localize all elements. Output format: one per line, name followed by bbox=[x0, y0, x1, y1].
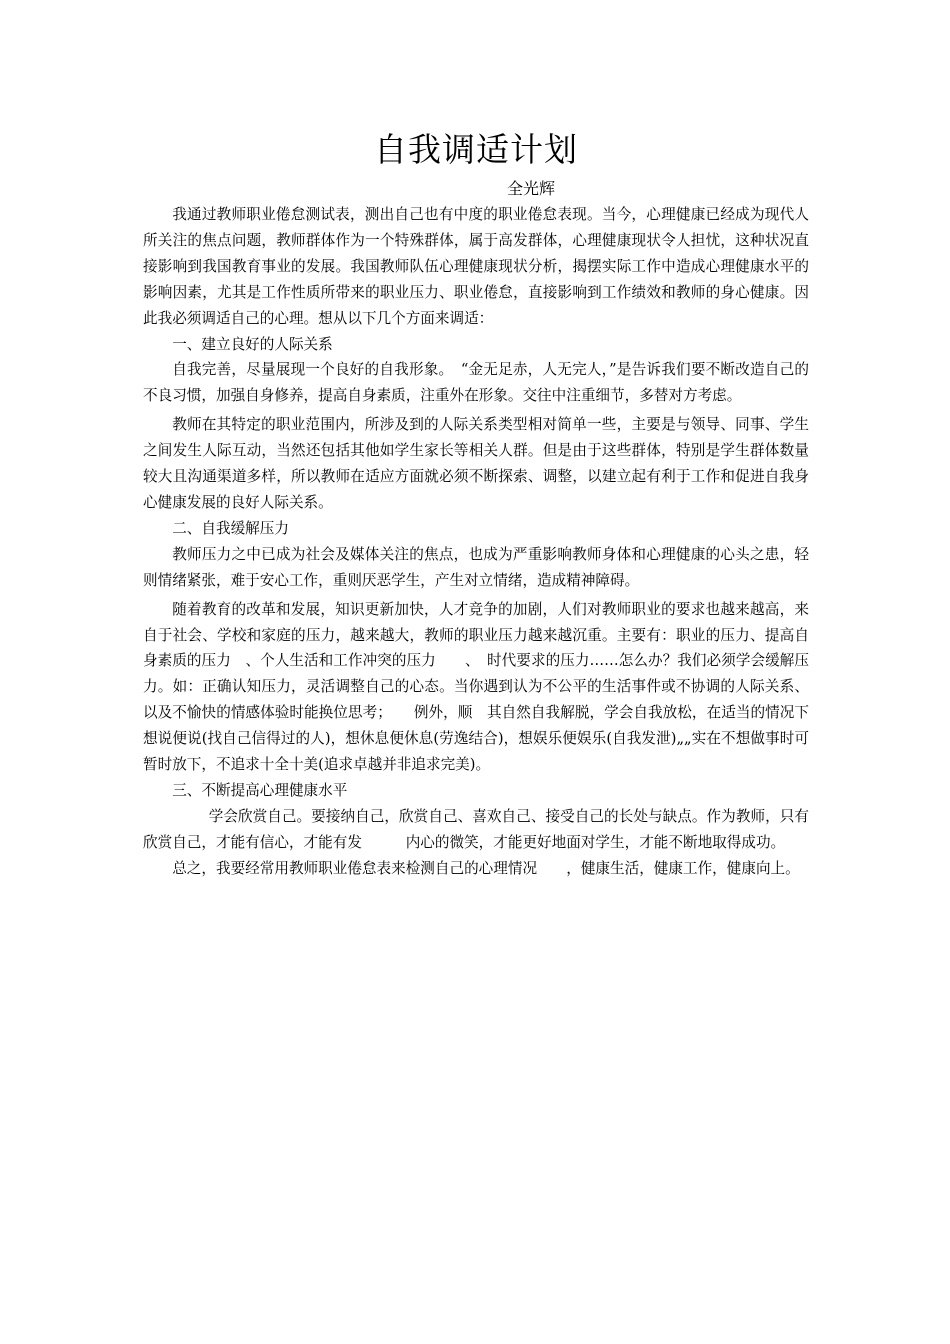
section-pressure bbox=[143, 516, 809, 778]
document-title: 自我调适计划 bbox=[374, 130, 578, 169]
conclusion-paragraph: 总之，我要经常用教师职业倦怠表来检测自己的心理情况 ，健康生活，健康工作，健康向上。 bbox=[172, 859, 800, 877]
section-paragraph: 学会欣赏自己。要接纳自己，欣赏自己、喜欢自己、接受自己的长处与缺点。作为教师，只有欣赏自己，才能有信心，才能有发 内心的微笑，才能更好地面对学生，才能不断地取得成功。 bbox=[143, 807, 809, 851]
section-heading: 一、建立良好的人际关系 bbox=[172, 335, 333, 353]
document-page bbox=[143, 122, 809, 882]
section-paragraph: 教师压力之中已成为社会及媒体关注的焦点，也成为严重影响教师身体和心理健康的心头之患，轻则情绪紧张，难于安心工作，重则厌恶学生，产生对立情绪，造成精神障碍。 bbox=[143, 545, 809, 589]
document-author: 全光辉 bbox=[506, 179, 555, 198]
section-paragraph: 随着教育的改革和发展，知识更新加快，人才竞争的加剧，人们对教师职业的要求也越来越高，来自于社会、学校和家庭的压力，越来越大，教师的职业压力越来越沉重。主要有：职业的压力、提高自身素质的压力 、个人生活和工作冲突的压力 、 时代要求的压力……怎么办？我们必须学会缓解压力。如：正确认知压力，灵活调整自己的心态。当你遇到认为不公平的生活事件或不协调的人际关系、以及不愉快的情感体验时能换位思考； 例外，顺 其自然自我解脱，学会自我放松，在适当的情况下想说便说(找自己信得过的人)，想休息便休息(劳逸结合)，想娱乐便娱乐(自我发泄)„„实在不想做事时可暂时放下，不追求十全十美(追求卓越并非追求完美)。 bbox=[143, 600, 809, 774]
section-paragraph: 教师在其特定的职业范围内，所涉及到的人际关系类型相对简单一些，主要是与领导、同事、学生之间发生人际互动，当然还包括其他如学生家长等相关人群。但是由于这些群体，特别是学生群体数量较大且沟通渠道多样，所以教师在适应方面就必须不断探索、调整，以建立起有利于工作和促进自我身心健康发展的良好人际关系。 bbox=[143, 416, 809, 511]
section-interpersonal bbox=[143, 332, 809, 516]
section-mental-health bbox=[143, 778, 809, 856]
section-heading: 三、不断提高心理健康水平 bbox=[172, 781, 348, 799]
intro-paragraph: 我通过教师职业倦怠测试表，测出自己也有中度的职业倦怠表现。当今，心理健康已经成为现代人所关注的焦点问题，教师群体作为一个特殊群体，属于高发群体，心理健康现状令人担忧，这种状况直接影响到我国教育事业的发展。我国教师队伍心理健康现状分析，揭摆实际工作中造成心理健康水平的影响因素，尤其是工作性质所带来的职业压力、职业倦怠，直接影响到工作绩效和教师的身心健康。因此我必须调适自己的心理。想从以下几个方面来调适： bbox=[143, 206, 809, 327]
section-heading: 二、自我缓解压力 bbox=[172, 519, 289, 537]
section-paragraph: 自我完善，尽量展现一个良好的自我形象。 “金无足赤，人无完人，”是告诉我们要不断改造自己的不良习惯，加强自身修养，提高自身素质，注重外在形象。交往中注重细节，多替对方考虑。 bbox=[143, 361, 809, 405]
